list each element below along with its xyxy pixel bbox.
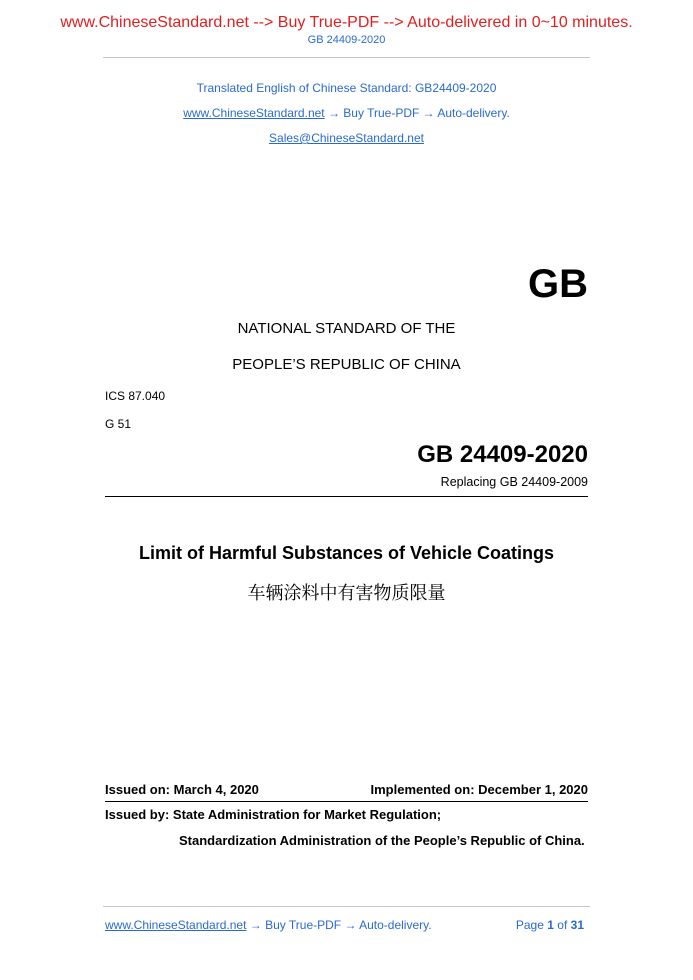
footer-site-link[interactable]: www.ChineseStandard.net [105, 918, 247, 932]
site-tail: → Buy True-PDF → Auto-delivery. [324, 106, 510, 120]
footer-divider [103, 906, 590, 907]
title-english: Limit of Harmful Substances of Vehicle Coatings [138, 543, 555, 563]
email-line [0, 131, 693, 145]
gb-mark: GB [528, 262, 588, 306]
title-divider [105, 496, 588, 497]
classification-code: G 51 [105, 417, 132, 431]
page-word: Page [515, 918, 544, 932]
implemented-on: Implemented on: December 1, 2020 [370, 782, 588, 797]
email-link[interactable]: Sales@ChineseStandard.net [269, 131, 424, 145]
header-doc-code: GB 24409-2020 [307, 34, 386, 46]
footer-site-tail: → Buy True-PDF → Auto-delivery. [246, 918, 432, 932]
issue-divider [105, 801, 588, 802]
issued-by-second: Standardization Administration of the People’s Republic of China. [179, 833, 585, 848]
ics-code: ICS 87.040 [105, 389, 166, 403]
national-standard-line-2: PEOPLE’S REPUBLIC OF CHINA [232, 356, 461, 373]
site-link[interactable]: www.ChineseStandard.net [183, 106, 325, 120]
translated-note: Translated English of Chinese Standard: GB24409-2020 [196, 81, 497, 95]
national-standard-line-1: NATIONAL STANDARD OF THE [237, 320, 456, 337]
page-current: 1 [547, 918, 554, 932]
page-indicator [516, 918, 584, 932]
footer-site-line [105, 918, 432, 932]
issued-on: Issued on: March 4, 2020 [105, 782, 259, 797]
page-of: of [557, 918, 568, 932]
issued-by: Issued by: State Administration for Market Regulation; [105, 807, 442, 822]
header-divider [103, 57, 590, 58]
standard-number: GB 24409-2020 [417, 441, 588, 468]
site-line [0, 106, 693, 120]
top-banner[interactable]: www.ChineseStandard.net --> Buy True-PDF --> Auto-delivered in 0~10 minutes. [60, 14, 633, 31]
replacing-note: Replacing GB 24409-2009 [440, 475, 588, 489]
title-chinese: 车辆涂料中有害物质限量 [247, 583, 446, 604]
page-total: 31 [570, 918, 584, 932]
